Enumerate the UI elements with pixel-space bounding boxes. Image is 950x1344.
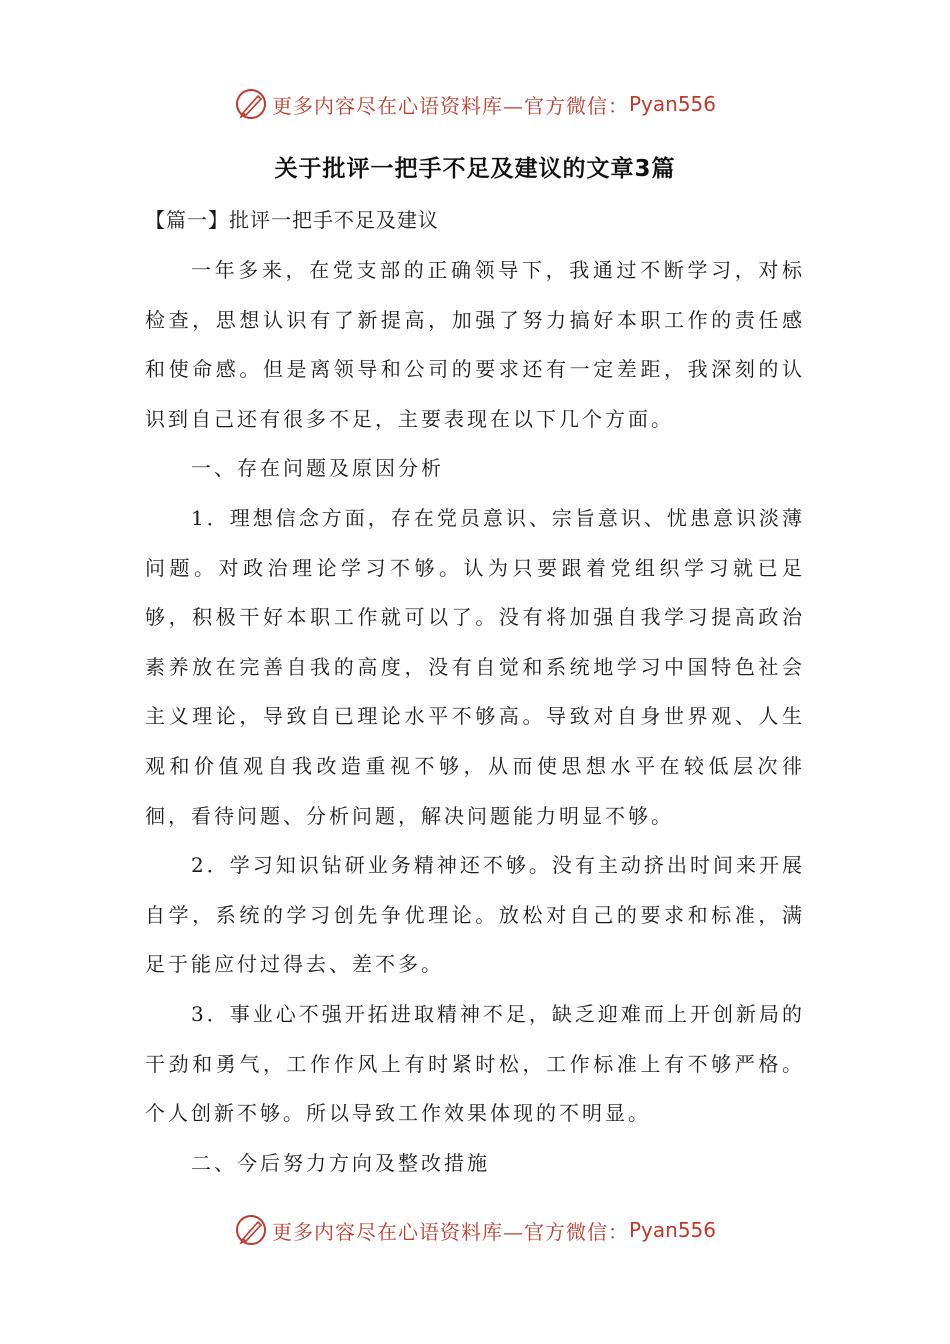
paragraph-point-3: 3．事业心不强开拓进取精神不足，缺乏迎难而上开创新局的干劲和勇气，工作作风上有时紧时松，工作标准上有不够严格。个人创新不够。所以导致工作效果体现的不明显。 bbox=[145, 1001, 805, 1126]
quill-pen-logo-icon bbox=[234, 87, 268, 121]
watermark-banner-top bbox=[0, 84, 950, 124]
watermark-text: 更多内容尽在心语资料库—官方微信： bbox=[271, 1219, 629, 1244]
document-body bbox=[145, 246, 805, 1188]
paragraph-point-2: 2．学习知识钻研业务精神还不够。没有主动挤出时间来开展自学，系统的学习创先争优理论。放松对自己的要求和标准，满足于能应付过得去、差不多。 bbox=[145, 853, 805, 977]
watermark-wechat-id: Pyan556 bbox=[628, 92, 716, 116]
subheading-measures: 二、今后努力方向及整改措施 bbox=[191, 1150, 490, 1175]
watermark-banner-bottom bbox=[0, 1210, 950, 1250]
subheading-problems: 一、存在问题及原因分析 bbox=[191, 456, 444, 481]
paragraph-point-1: 1．理想信念方面，存在党员意识、宗旨意识、忧患意识淡薄问题。对政治理论学习不够。认为只要跟着党组织学习就已足够，积极干好本职工作就可以了。没有将加强自我学习提高政治素养放在完善自我的高度，没有自觉和系统地学习中国特色社会主义理论，导致自已理论水平不够高。导致对自身世界观、人生观和价值观自我改造重视不够，从而使思想水平在较低层次徘徊，看待问题、分析问题，解决问题能力明显不够。 bbox=[145, 505, 805, 828]
watermark-wechat-id: Pyan556 bbox=[628, 1218, 716, 1242]
watermark-text: 更多内容尽在心语资料库—官方微信： bbox=[271, 93, 629, 118]
document-title: 关于批评一把手不足及建议的文章3篇 bbox=[274, 156, 676, 182]
section-heading: 【篇一】批评一把手不足及建议 bbox=[145, 208, 439, 232]
paragraph-intro: 一年多来，在党支部的正确领导下，我通过不断学习，对标检查，思想认识有了新提高，加强了努力搞好本职工作的责任感和使命感。但是离领导和公司的要求还有一定差距，我深刻的认识到自己还有很多不足，主要表现在以下几个方面。 bbox=[145, 258, 805, 431]
quill-pen-logo-icon bbox=[234, 1213, 268, 1247]
